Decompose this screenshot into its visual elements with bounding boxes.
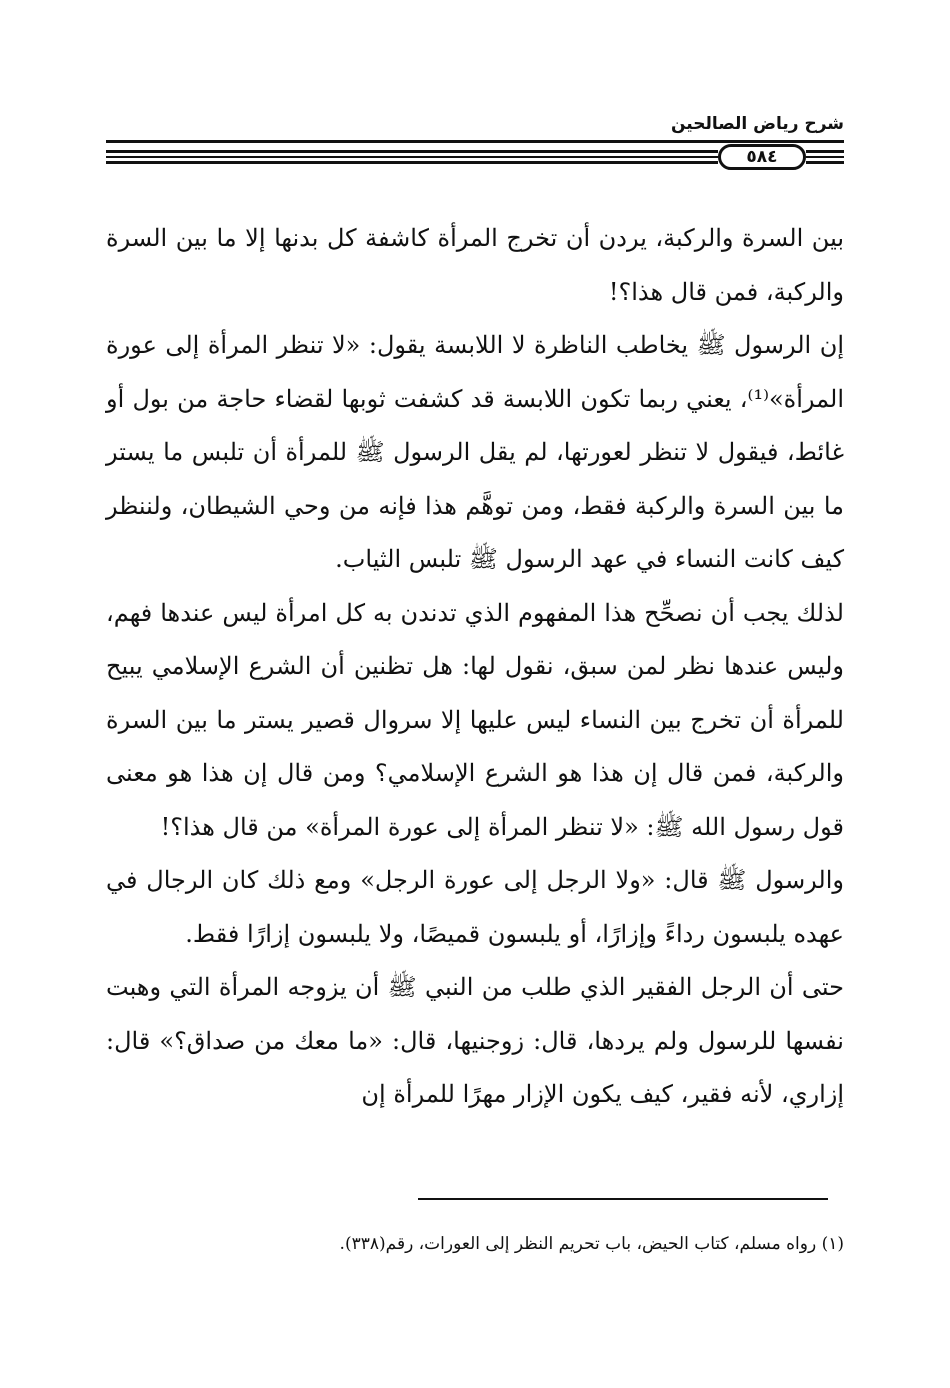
page-number: ٥٨٤ — [718, 144, 806, 170]
header-double-rule — [806, 150, 844, 153]
header-double-rule — [106, 156, 718, 158]
paragraph: إن الرسول ﷺ يخاطب الناظرة لا اللابسة يقول: «لا تنظر المرأة إلى عورة المرأة»⁽¹⁾، يعني ربما تكون اللابسة قد كشفت ثوبها لقضاء حاجة من بول أو غائط، فيقول لا تنظر لعورتها، لم يقل الرسول ﷺ للمرأة أن تلبس ما يستر ما بين السرة والركبة فقط، ومن توهَّم هذا فإنه من وحي الشيطان، ولننظر كيف كانت النساء في عهد الرسول ﷺ تلبس الثياب. — [106, 331, 844, 573]
paragraph: بين السرة والركبة، يردن أن تخرج المرأة كاشفة كل بدنها إلا ما بين السرة والركبة، فمن قال هذا؟! — [106, 224, 844, 306]
header-double-rule — [106, 161, 718, 164]
paragraph: حتى أن الرجل الفقير الذي طلب من النبي ﷺ أن يزوجه المرأة التي وهبت نفسها للرسول ولم يردها، قال: زوجنيها، قال: «ما معك من صداق؟» قال: إزاري، لأنه فقير، كيف يكون الإزار مهرًا للمرأة إن — [106, 973, 844, 1108]
header-double-rule — [106, 150, 718, 153]
footnote: (١) رواه مسلم، كتاب الحيض، باب تحريم النظر إلى العورات، رقم(٣٣٨). — [339, 1234, 844, 1254]
paragraph: لذلك يجب أن نصحِّح هذا المفهوم الذي تدندن به كل امرأة ليس عندها فهم، وليس عندها نظر لمن سبق، نقول لها: هل تظنين أن الشرع الإسلامي يبيح للمرأة أن تخرج بين النساء ليس عليها إلا سروال قصير يستر ما بين السرة والركبة، فمن قال إن هذا هو الشرع الإسلامي؟ ومن قال إن هذا هو معنى قول رسول الله ﷺ: «لا تنظر المرأة إلى عورة المرأة» من قال هذا؟! — [106, 598, 844, 841]
header-double-rule — [806, 156, 844, 158]
book-title: شرح رياض الصالحين — [670, 114, 844, 134]
paragraph: والرسول ﷺ قال: «ولا الرجل إلى عورة الرجل» ومع ذلك كان الرجال في عهده يلبسون رداءً وإزارًا، أو يلبسون قميصًا، ولا يلبسون إزارًا فقط. — [106, 866, 844, 948]
header-rule — [106, 140, 844, 143]
header-double-rule — [806, 161, 844, 164]
footnote-separator — [418, 1198, 828, 1200]
body-text — [106, 212, 844, 1122]
